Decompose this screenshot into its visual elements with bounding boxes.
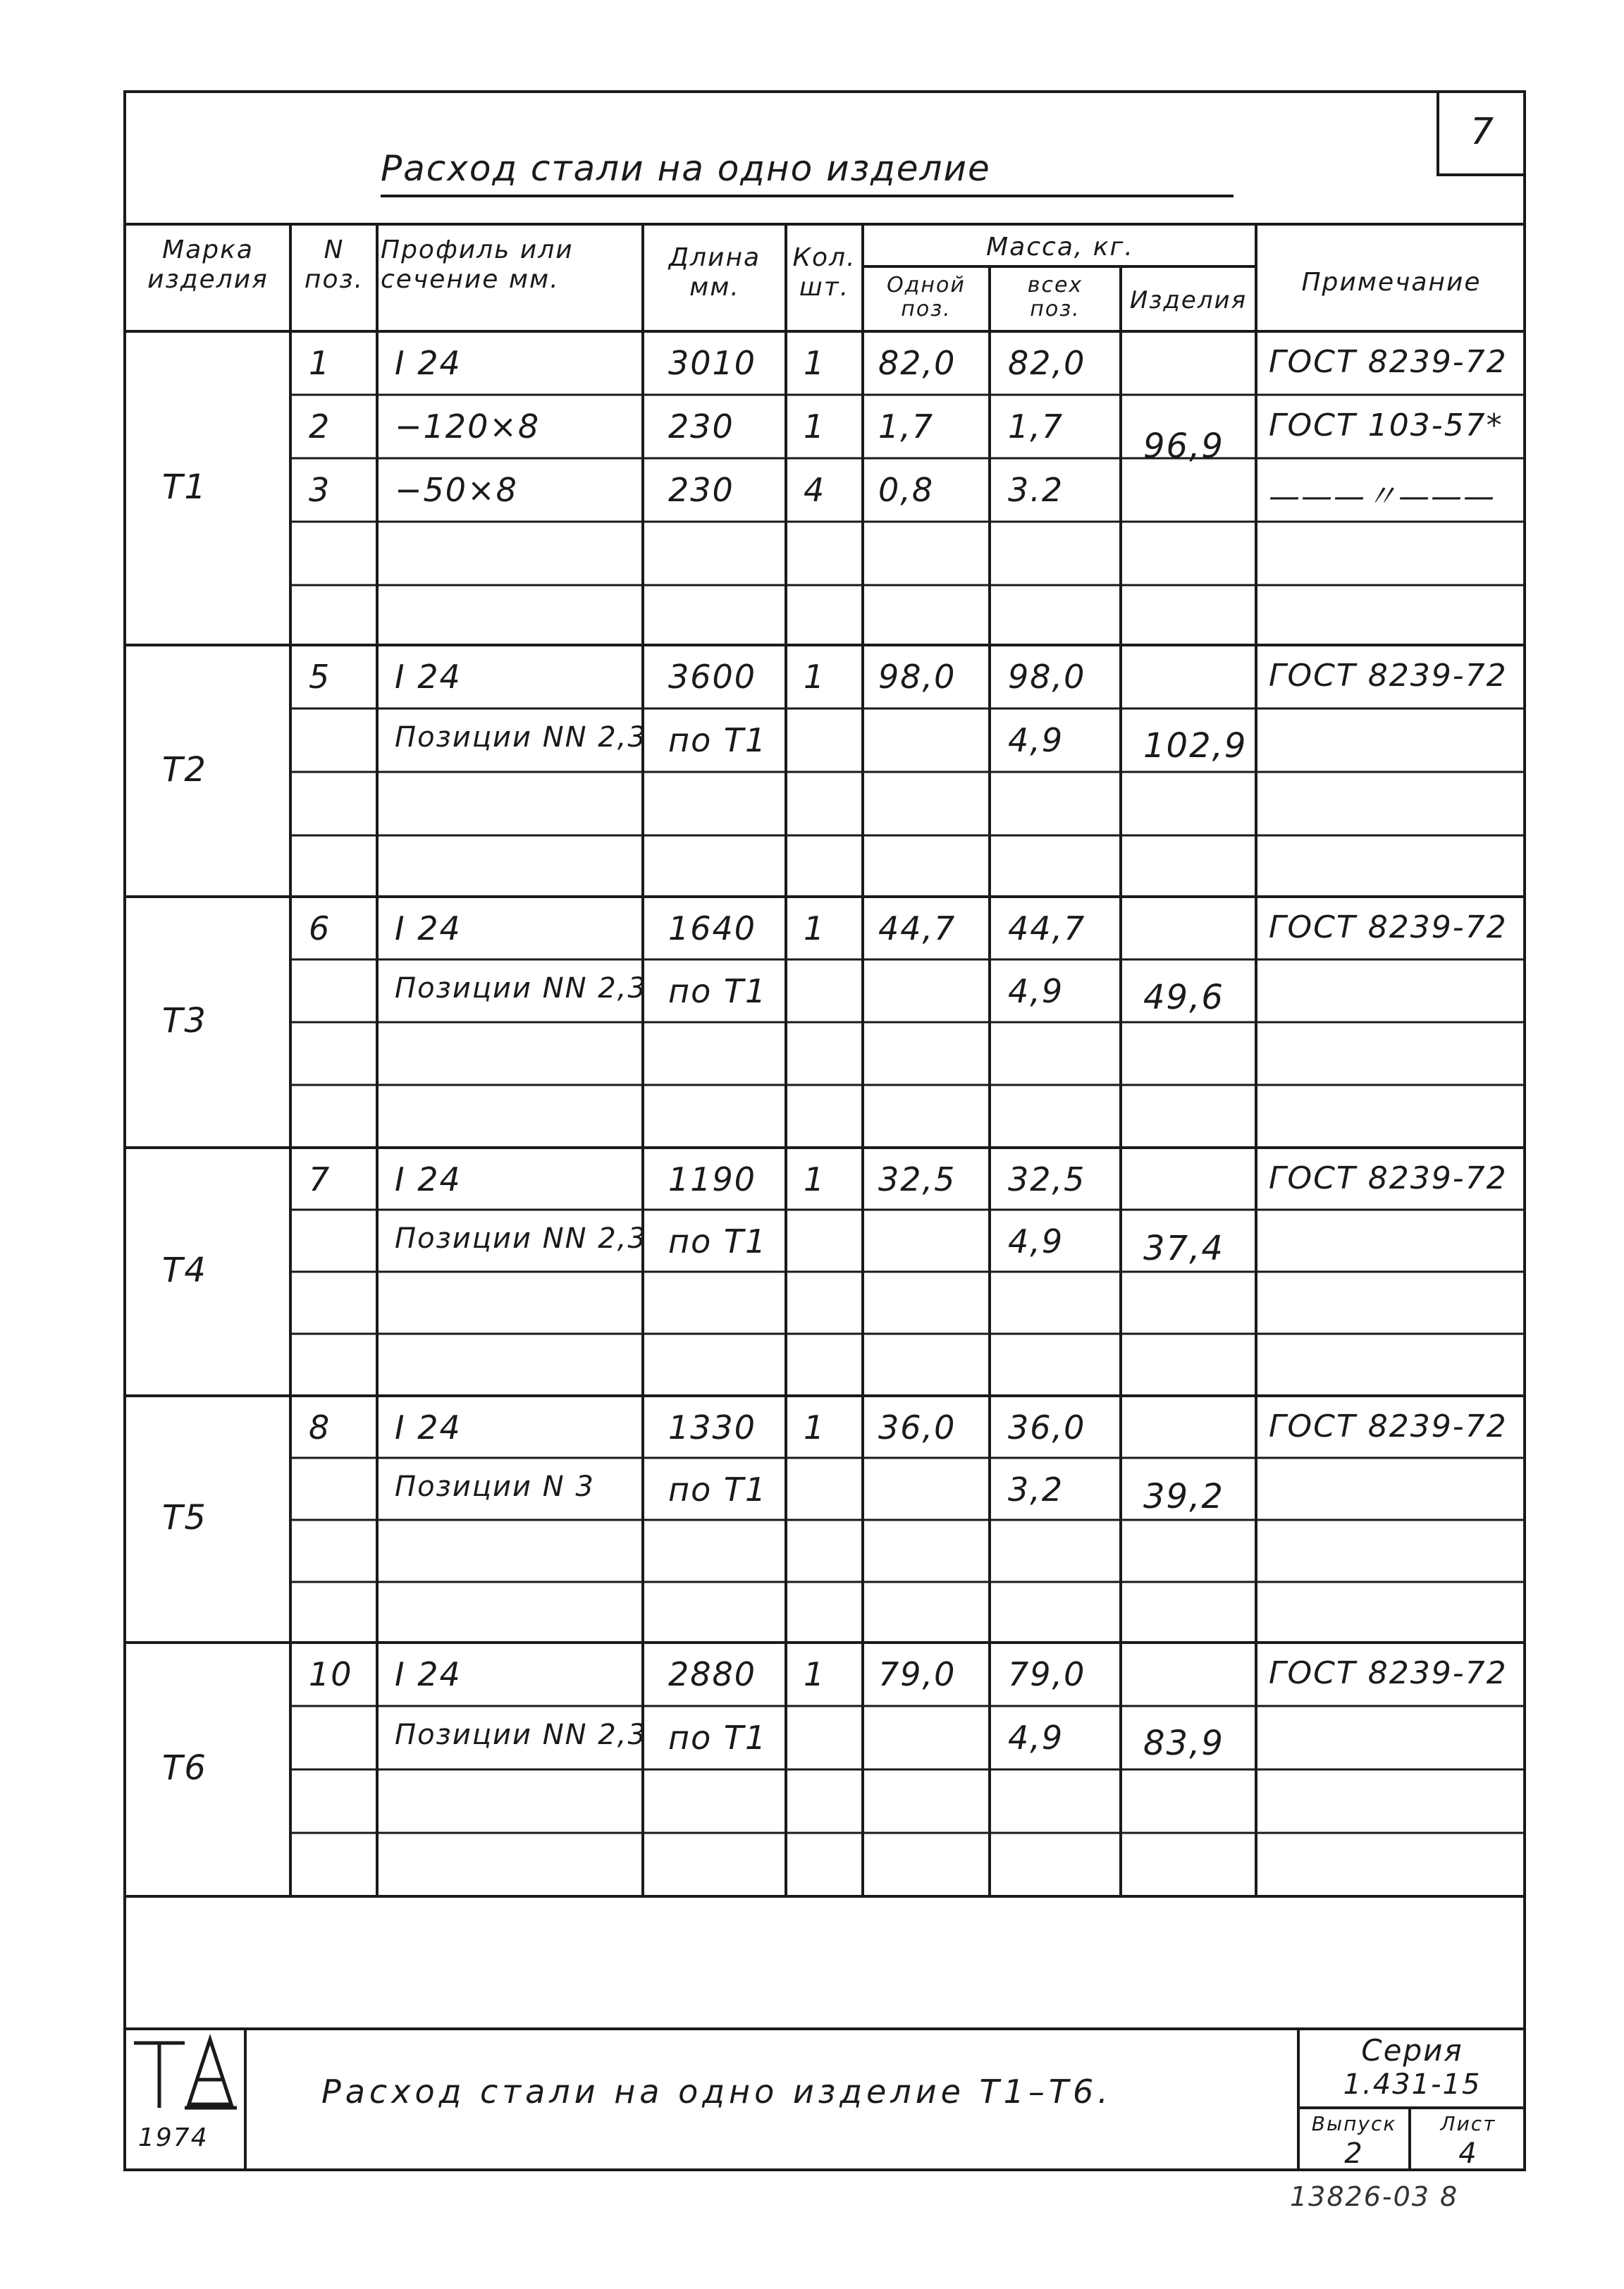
cell-all: 4,9 [1008, 972, 1064, 1010]
cell-length: 230 [668, 407, 734, 446]
item-total-mass: 96,9 [1143, 426, 1224, 466]
cell-length: 1330 [668, 1409, 757, 1447]
cell-length: 3010 [668, 344, 757, 382]
item-mark: Т4 [162, 1251, 207, 1290]
header-mark-line2: изделия [147, 265, 269, 294]
cell-length: по Т1 [668, 1719, 768, 1757]
header-length-line1: Длина [668, 243, 761, 272]
item-mark: Т5 [162, 1498, 207, 1538]
item-mark: Т3 [162, 1001, 207, 1041]
cell-note: ГОСТ 8239-72 [1269, 344, 1508, 380]
cell-profile: I 24 [395, 1409, 462, 1447]
cell-all: 44,7 [1008, 909, 1086, 947]
cell-qty: 1 [804, 1409, 826, 1447]
item-mark: Т2 [162, 749, 207, 790]
cell-pos: 5 [309, 658, 331, 696]
header-mass-all-line1: всех [1027, 273, 1083, 297]
header-mass: Масса, кг. [986, 233, 1134, 262]
cell-profile: Позиции NN 2,3 [395, 1719, 647, 1751]
sheet-number: 7 [1437, 90, 1526, 176]
archive-number: 13826-03 8 [1290, 2181, 1459, 2212]
item-total-mass: 49,6 [1143, 978, 1224, 1017]
header-mass-all-line2: поз. [1030, 297, 1081, 321]
cell-qty: 1 [804, 1160, 826, 1198]
cell-length: по Т1 [668, 972, 768, 1010]
stamp-series-label: Серия [1361, 2033, 1463, 2068]
cell-qty: 1 [804, 344, 826, 382]
stamp-series-value: 1.431-15 [1343, 2068, 1482, 2101]
item-total-mass: 83,9 [1143, 1724, 1224, 1763]
cell-note: ГОСТ 8239-72 [1269, 1160, 1508, 1196]
cell-qty: 1 [804, 1655, 826, 1693]
cell-all: 1,7 [1008, 407, 1064, 446]
item-total-mass: 37,4 [1143, 1229, 1224, 1268]
header-profile-line2: сечение мм. [381, 265, 560, 294]
stamp-sheet-value: 4 [1458, 2137, 1478, 2170]
cell-profile: −50×8 [395, 471, 518, 509]
header-profile-line1: Профиль или [381, 235, 574, 264]
cell-profile: I 24 [395, 1655, 462, 1693]
cell-one: 1,7 [878, 407, 935, 446]
item-mark: Т6 [162, 1748, 207, 1788]
cell-pos: 6 [309, 909, 331, 947]
cell-one: 98,0 [878, 658, 956, 696]
cell-length: 2880 [668, 1655, 757, 1693]
cell-qty: 4 [804, 471, 826, 509]
cell-qty: 1 [804, 658, 826, 696]
header-mark-line1: Марка [162, 235, 254, 264]
cell-pos: 8 [309, 1409, 331, 1447]
cell-all: 79,0 [1008, 1655, 1086, 1693]
header-pos-line1: N [324, 235, 345, 264]
stamp-year: 1974 [138, 2123, 209, 2152]
header-note: Примечание [1301, 268, 1482, 297]
organization-logo [134, 2039, 237, 2108]
header-mass-item: Изделия [1129, 286, 1248, 314]
cell-length: по Т1 [668, 721, 768, 759]
header-length-line2: мм. [689, 273, 740, 302]
cell-length: 230 [668, 471, 734, 509]
cell-qty: 1 [804, 407, 826, 446]
cell-profile: I 24 [395, 344, 462, 382]
cell-note: ———〃——— [1269, 479, 1496, 515]
page-title: Расход стали на одно изделие [381, 148, 991, 189]
cell-profile: I 24 [395, 1160, 462, 1198]
cell-length: 1640 [668, 909, 757, 947]
cell-one: 32,5 [878, 1160, 956, 1198]
item-total-mass: 39,2 [1143, 1477, 1224, 1516]
cell-profile: I 24 [395, 658, 462, 696]
cell-all: 4,9 [1008, 721, 1064, 759]
cell-profile: Позиции NN 2,3 [395, 972, 647, 1005]
stamp-issue-value: 2 [1344, 2137, 1364, 2170]
cell-pos: 7 [309, 1160, 331, 1198]
stamp-caption: Расход стали на одно изделие Т1–Т6. [321, 2073, 1112, 2111]
cell-profile: Позиции NN 2,3 [395, 721, 647, 754]
item-mark: Т1 [162, 467, 207, 507]
cell-note: ГОСТ 8239-72 [1269, 1655, 1508, 1691]
header-mass-one-line1: Одной [887, 273, 966, 297]
cell-all: 4,9 [1008, 1222, 1064, 1260]
cell-length: 3600 [668, 658, 757, 696]
stamp-sheet-label: Лист [1440, 2112, 1496, 2135]
cell-all: 4,9 [1008, 1719, 1064, 1757]
cell-all: 3,2 [1008, 1471, 1064, 1509]
cell-pos: 10 [309, 1655, 353, 1693]
cell-one: 79,0 [878, 1655, 956, 1693]
cell-pos: 1 [309, 344, 331, 382]
cell-all: 98,0 [1008, 658, 1086, 696]
cell-length: 1190 [668, 1160, 757, 1198]
cell-one: 82,0 [878, 344, 956, 382]
header-qty-line1: Кол. [792, 243, 856, 272]
cell-profile: Позиции N 3 [395, 1471, 595, 1503]
cell-qty: 1 [804, 909, 826, 947]
cell-length: по Т1 [668, 1222, 768, 1260]
cell-one: 0,8 [878, 471, 935, 509]
cell-all: 32,5 [1008, 1160, 1086, 1198]
cell-note: ГОСТ 8239-72 [1269, 1409, 1508, 1444]
cell-all: 82,0 [1008, 344, 1086, 382]
cell-all: 36,0 [1008, 1409, 1086, 1447]
cell-all: 3.2 [1008, 471, 1064, 509]
cell-length: по Т1 [668, 1471, 768, 1509]
cell-note: ГОСТ 103-57* [1269, 407, 1503, 443]
cell-pos: 2 [309, 407, 331, 446]
header-mass-one-line2: поз. [901, 297, 952, 321]
header-qty-line2: шт. [799, 273, 850, 302]
cell-profile: −120×8 [395, 407, 541, 446]
cell-note: ГОСТ 8239-72 [1269, 658, 1508, 694]
header-pos-line2: поз. [304, 265, 364, 294]
cell-one: 44,7 [878, 909, 956, 947]
cell-profile: I 24 [395, 909, 462, 947]
stamp-issue-label: Выпуск [1311, 2112, 1397, 2135]
cell-pos: 3 [309, 471, 331, 509]
item-total-mass: 102,9 [1143, 726, 1248, 766]
cell-profile: Позиции NN 2,3 [395, 1222, 647, 1255]
cell-note: ГОСТ 8239-72 [1269, 909, 1508, 945]
cell-one: 36,0 [878, 1409, 956, 1447]
